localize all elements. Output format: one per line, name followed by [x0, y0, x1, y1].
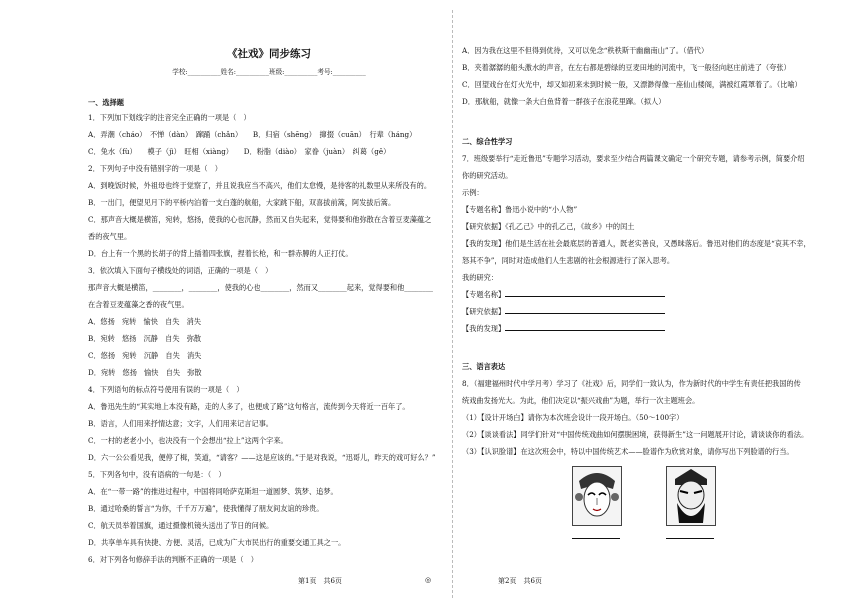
question-5-option-a: A．在“一带一路”的推进过程中，中国将同哈萨克斯坦一道圆梦、筑梦、追梦。	[88, 487, 338, 496]
question-3-option-d: D．宛转 悠扬 愉快 自失 弥散	[88, 368, 202, 377]
question-2-option-a: A．到晚饭时候，外祖母也终于觉察了，并且说我应当不高兴，他们太怠慢，是待客的礼数里从来所没有的。	[88, 181, 432, 190]
section-choice-heading: 一、选择题	[88, 98, 124, 107]
question-8-cont: 统戏曲发扬光大。为此，他们决定以“振兴戏曲”为题，举行一次主题班会。	[462, 396, 700, 405]
page-title: 《社戏》同步练习	[227, 48, 311, 60]
opera-mask-image-1	[572, 466, 622, 526]
question-8-part-3: （3）【认识脸谱】在这次班会中，特以中国传统艺术——脸谱作为欣赏对象，请你写出下列脸谱的行当。	[462, 447, 794, 456]
my-research-label: 我的研究：	[462, 273, 498, 282]
my-topic-label: 【专题名称】	[462, 290, 506, 299]
my-topic-row	[462, 290, 665, 299]
example-findings: 【我的发现】他们是生活在社会最底层的普通人，既老实善良，又愚昧落后。鲁迅对他们的态度是“哀其不幸，	[462, 239, 811, 248]
example-basis: 【研究依据】《孔乙己》中的孔乙己，《故乡》中的闰土	[462, 222, 635, 231]
question-4-option-d: D．六一公公看见我，便停了楫，笑道，“请客？——这是应该的。”于是对我说，“迅哥儿，昨天的戏可好么？”	[88, 453, 436, 462]
question-8-part-1: （1）【设计开场白】请你为本次班会设计一段开场白。（50～100字）	[462, 413, 684, 422]
question-3-option-b: B．宛转 悠扬 沉静 自失 弥散	[88, 334, 202, 343]
question-2-option-d: D．台上有一个黑的长胡子的背上插着四张旗，捏着长枪，和一群赤膊的人正打仗。	[88, 249, 353, 258]
question-3-text-cont: 在含着豆麦蕴藻之香的夜气里。	[88, 300, 189, 309]
example-findings-cont: 怒其不争”，同时对造成他们人生悲剧的社会根源进行了深入思考。	[462, 256, 675, 265]
example-topic: 【专题名称】鲁迅小说中的“小人物”	[462, 205, 578, 214]
question-3-option-a: A．悠扬 宛转 愉快 自失 消失	[88, 317, 202, 326]
footer-page-right: 第2页 共6页	[498, 577, 542, 585]
question-1-options-cd: C．兔水（fù） 模子（jì） 旺相（xiàng） D．粉脂（diào） 家眷（juàn） 纠葛（gě）	[88, 147, 391, 156]
question-6-option-c: C．回望戏台在灯火光中，却又如初来未到时候一般，又漂渺得像一座仙山楼阁，满被红霞罩着了。（比喻）	[462, 80, 802, 89]
question-3-text: 那声音大概是横笛，________，________，使我的心也________，然而又________起来，觉得要和他________	[88, 283, 434, 292]
question-5: 5．下列各句中，没有语病的一句是：（ ）	[88, 470, 226, 479]
my-findings-row	[462, 324, 665, 333]
question-4: 4．下列语句的标点符号使用有误的一项是（ ）	[88, 385, 244, 394]
question-3: 3．依次填入下面句子横线处的词语，正确的一项是（ ）	[88, 266, 273, 275]
footer-page-left: 第1页 共6页	[298, 577, 342, 585]
question-3-option-c: C．悠扬 宛转 沉静 自失 消失	[88, 351, 202, 360]
question-7: 7．班级要举行“走近鲁迅”专题学习活动，要求至少结合两篇课文确定一个研究专题，请参考示例，简要介绍	[462, 154, 805, 163]
question-6-option-b: B．夹着潺潺的船头激水的声音，在左右都是碧绿的豆麦田地的河流中，飞一般径向赵庄前进了（夸张）	[462, 63, 791, 72]
question-5-option-b: B．通过哈桑的誓言“为你，千千万万遍”，使我懂得了朋友间友谊的珍贵。	[88, 504, 324, 513]
question-2-option-b: B．一出门，便望见月下的平桥内泊着一支白蓬的航船，大家跳下船，双喜拔前篙，阿发拔后篙。	[88, 198, 396, 207]
question-5-option-d: D．共享单车具有快捷、方便、灵活，已成为广大市民出行的重要交通工具之一。	[88, 538, 346, 547]
question-8-part-2: （2）【谈谈看法】同学们针对“中国传统戏曲如何摆脱困境，获得新生”这一问题展开讨论，请谈谈你的看法。	[462, 430, 809, 439]
my-findings-label: 【我的发现】	[462, 324, 506, 333]
my-basis-field[interactable]	[505, 313, 665, 314]
section-comprehensive-heading: 二、综合性学习	[462, 137, 513, 146]
question-4-option-a: A．鲁迅先生的“其实地上本没有路，走的人多了，也便成了路”这句格言，流传到今天将近一百年了。	[88, 402, 410, 411]
question-2-option-c: C．那声音大概是横笛，宛转，悠扬，使我的心也沉静，然而又自失起来，觉得要和他弥散在含着豆麦藻蕴之	[88, 215, 432, 224]
student-info-line: 学校:__________姓名:__________班级:__________考号:__________	[172, 68, 366, 76]
my-topic-field[interactable]	[505, 296, 665, 297]
mask-2-answer-line[interactable]	[666, 538, 714, 539]
my-basis-label: 【研究依据】	[462, 307, 506, 316]
question-7-cont: 你的研究活动。	[462, 171, 513, 180]
question-6-option-d: D．那航船，就像一条大白鱼背着一群孩子在浪花里蹿。（拟人）	[462, 97, 666, 106]
footer-binding-mark: ◎	[425, 576, 432, 584]
question-2: 2．下列句子中没有错别字的一项是（ ）	[88, 164, 222, 173]
question-8: 8．（福建福州时代中学月考）学习了《社戏》后，同学们一致认为，作为新时代的中学生有责任把我国的传	[462, 379, 801, 388]
question-5-option-c: C．航天员举着国旗，通过摄像机镜头送出了节日的问候。	[88, 521, 274, 530]
question-1-options-ab: A．弄潮（cháo） 不惮（dàn） 蹿踊（chǎn） B．归宿（shēng） 撺掇（cuān） 行辈（háng）	[88, 130, 417, 139]
question-2-option-c-cont: 香的夜气里。	[88, 232, 132, 241]
opera-mask-image-2	[666, 466, 716, 526]
question-6-option-a: A．因为我在这里不但得到优待，又可以免念“秩秩斯干幽幽南山”了。（借代）	[462, 46, 709, 55]
my-basis-row	[462, 307, 665, 316]
mask-1-answer-line[interactable]	[572, 538, 620, 539]
page-divider	[452, 10, 453, 598]
example-label: 示例：	[462, 188, 484, 197]
question-1: 1．下列加下划线字的注音完全正确的一项是（ ）	[88, 113, 251, 122]
section-language-heading: 三、语言表达	[462, 362, 506, 371]
question-4-option-b: B．语言，人们用来抒情达意；文字，人们用来记言记事。	[88, 419, 273, 428]
question-4-option-c: C．一村的老老小小，也决没有一个会想出“拉上”这两个字来。	[88, 436, 288, 445]
my-findings-field[interactable]	[505, 330, 665, 331]
question-6: 6．对下列各句修辞手法的判断不正确的一项是（ ）	[88, 555, 258, 564]
